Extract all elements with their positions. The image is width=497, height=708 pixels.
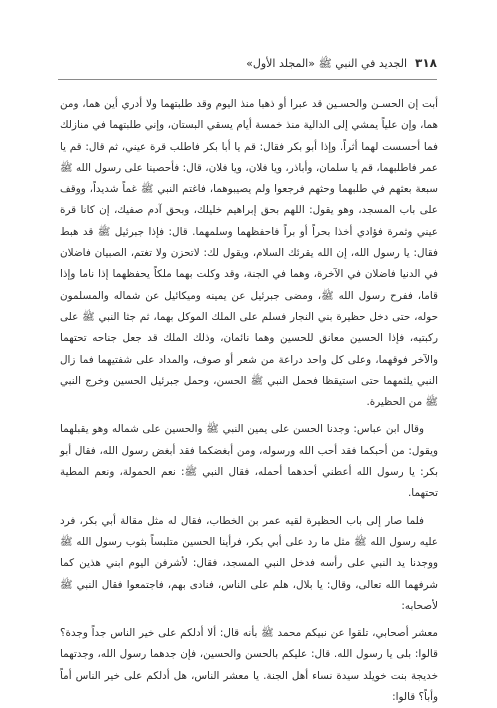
paragraph: فلما صار إلى باب الحظيرة لقيه عمر بن الخطاب، فقال له مثل مقالة أبي بكر، فرد عليه رسول الله ﷺ مثل ما رد على أبي بكر، فرأينا الحسين متلبساً بثوب رسول الله ﷺ ووجدنا يد النبي على رأسه فدخل النبي المسجد، فقال: لأشرفن اليوم ابني هذين كما شرفهما الله تعالى، وقال: يا بلال، هلم على الناس، فنادى بهم، فاجتمعوا فقال النبي ﷺ لأصحابه: bbox=[60, 514, 438, 612]
page-header bbox=[58, 56, 437, 76]
running-title: الجديد في النبي ﷺ «المجلد الأول» bbox=[246, 57, 408, 70]
paragraph: أبت إن الحسـن والحسـين قد عبرا أو ذهبا منذ اليوم وقد طلبتهما ولا أدري أين هما، ومن هما، وإن علياً يمشي إلى الدالية منذ خمسة أيام يسقي البستان، وإني طلبتهما في منازلك فما أحسست لهما أثراً. وإذا أبو بكر فقال: قم يا أبا بكر فاطلب قرة عيني، ثم قال: قم يا عمر فاطلبهما، قم يا سلمان، وأباذر، ويا فلان، ويا فلان، قال: فأحصينا على رسول الله ﷺ سبعة بعثهم في طلبهما وحثهم فرجعوا ولم يصيبوهما، فاغتم النبي ﷺ غماً شديداً، ووقف على باب المسجد، وهو يقول: اللهم بحق إبراهيم خليلك، وبحق آدم صفيك، إن كانا قرة عيني وثمرة فؤادي أخذا بحراً أو براً فاحفظهما وسلمهما. قال: فإذا جبرئيل ﷺ قد هبط فقال: يا رسول الله، إن الله يقرئك السلام، ويقول لك: لاتحزن ولا تغتم، الصبيان فاضلان في الدنيا فاضلان في الآخرة، وهما في الجنة، وقد وكلت بهما ملكاً يحفظهما إذا ناما وإذا قاما، ففرح رسول الله ﷺ، ومضى جبرئيل عن يمينه وميكائيل عن شماله والمسلمون حوله، حتى دخل حظيرة بني النجار فسلم على الملك الموكل بهما، ثم جثا النبي ﷺ على ركبتيه، فإذا الحسين معانق للحسين وهما نائمان، وذلك الملك قد جعل جناحه تحتهما والآخر فوقهما، وعلى كل واحد دراعة من شعر أو صوف، والمداد على شفتيهما فما زال النبي يلثمهما حتى استيقظا فحمل النبي ﷺ الحسن، وحمل جبرئيل الحسين وخرج النبي ﷺ من الحظيرة. bbox=[60, 98, 438, 409]
body-text bbox=[60, 94, 438, 708]
header-divider bbox=[58, 79, 437, 80]
paragraph: وقال ابن عباس: وجدنا الحسن على يمين النبي ﷺ والحسين على شماله وهو يقبلهما ويقول: من أحبكما فقد أحب الله ورسوله، ومن أبغضكما فقد أبغض رسول الله، فقال أبو بكر: يا رسول الله أعطني أحدهما أحمله، فقال النبي ﷺ: نعم الحمولة، ونعم المطية تحتهما. bbox=[60, 423, 438, 500]
page-number: ٣١٨ bbox=[415, 56, 437, 70]
paragraph: معشر أصحابي، تلقوا عن نبيكم محمد ﷺ بأنه قال: ألا أدلكم على خير الناس جداً وجدة؟ قالوا: بلى يا رسول الله. قال: عليكم بالحسن والحسين، فإن جدهما رسول الله، وجدتهما خديجة بنت خويلد سيدة نساء أهل الجنة. يا معشر الناس، هل أدلكم على خير الناس أماً وأباً؟ قالوا: bbox=[60, 627, 438, 704]
